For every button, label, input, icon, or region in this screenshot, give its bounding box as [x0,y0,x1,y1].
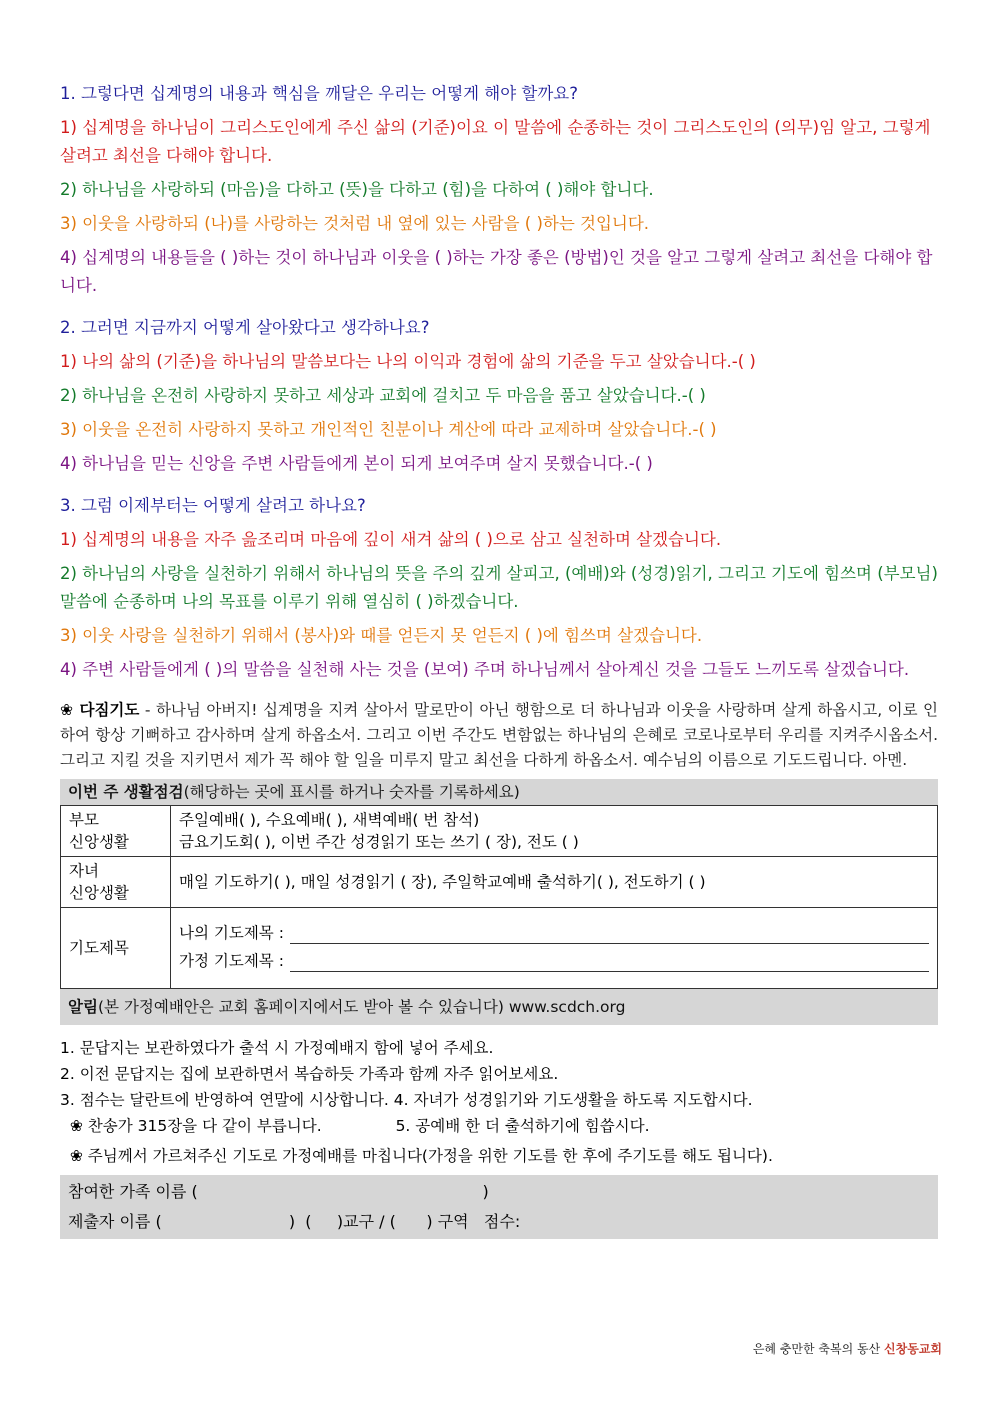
submission-bar [60,1175,938,1239]
church-footer [753,1340,942,1357]
list-item: 2. 이전 문답지는 집에 보관하면서 복습하듯 가족과 함께 자주 읽어보세요. [60,1065,559,1083]
family-prayer-field[interactable] [290,953,929,972]
notice-text: (본 가정예배안은 교회 홈페이지에서도 받아 볼 수 있습니다) www.scdch.org [97,998,626,1016]
question-item: 2) 하나님을 온전히 사랑하지 못하고 세상과 교회에 걸치고 두 마음을 품고 살았습니다.-( ) [60,386,706,405]
table-row [61,908,938,989]
question-item: 4) 하나님을 믿는 신앙을 주변 사람들에게 본이 되게 보여주며 살지 못했습니다.-( ) [60,454,653,473]
checklist-table [60,805,938,989]
section-3 [60,492,938,684]
notice-bar [60,989,938,1025]
parent-checklist-cell[interactable]: 주일예배( ), 수요예배( ), 새벽예배( 번 참석) 금요기도회( ), 이번 주간 성경읽기 또는 쓰기 ( 장), 전도 ( ) [171,806,938,857]
question-item: 4) 십계명의 내용들을 ( )하는 것이 하나님과 이웃을 ( )하는 가장 좋은 (방법)인 것을 알고 그렇게 살려고 최선을 다해야 합니다. [60,248,933,295]
family-names-line[interactable]: 참여한 가족 이름 ( ) [68,1182,489,1201]
list-item: 1. 문답지는 보관하였다가 출석 시 가정예배지 함에 넣어 주세요. [60,1039,494,1057]
question-item: 2) 하나님의 사랑을 실천하기 위해서 하나님의 뜻을 주의 깊게 살피고, (예배)와 (성경)읽기, 그리고 기도에 힘쓰며 (부모님) 말씀에 순종하며 나의 목표를 이루기 위해 열심히 ( )하겠습니다. [60,564,938,611]
table-row [61,857,938,908]
footer-slogan: 은혜 충만한 축복의 동산 [752,1342,885,1356]
prayer-topics-cell [171,908,938,989]
list-item: 3. 점수는 달란트에 반영하여 연말에 시상합니다. 4. 자녀가 성경읽기와 기도생활을 하도록 지도합시다. [60,1091,753,1109]
worksheet [60,80,938,1239]
question-item: 2) 하나님을 사랑하되 (마음)을 다하고 (뜻)을 다하고 (힘)을 다하여 ( )해야 합니다. [60,180,654,199]
checklist-title: 이번 주 생활점검 [68,783,184,801]
checklist-header [60,779,938,805]
notes-list [60,1035,938,1169]
question-item: 3) 이웃을 사랑하되 (나)를 사랑하는 것처럼 내 옆에 있는 사람을 ( )하는 것입니다. [60,214,650,233]
row-label: 자녀 신앙생활 [61,857,171,908]
question-item: 3) 이웃을 온전히 사랑하지 못하고 개인적인 친분이나 계산에 따라 교제하며 살았습니다.-( ) [60,420,717,439]
child-checklist-cell[interactable]: 매일 기도하기( ), 매일 성경읽기 ( 장), 주일학교예배 출석하기( ), 전도하기 ( ) [171,857,938,908]
table-row [61,806,938,857]
notice-title: 알림 [68,998,98,1016]
section-heading: 2. 그러면 지금까지 어떻게 살아왔다고 생각하나요? [60,318,430,337]
row-label: 기도제목 [61,908,171,989]
my-prayer-line: 나의 기도제목 : [179,922,929,944]
prayer-title: ❀ 다짐기도 [60,701,140,719]
my-prayer-field[interactable] [290,925,929,944]
submitter-line[interactable]: 제출자 이름 ( ) ( )교구 / ( ) 구역 점수: [68,1212,521,1231]
row-label: 부모 신앙생활 [61,806,171,857]
church-name: 신창동교회 [884,1342,942,1356]
prayer-text: - 하나님 아버지! 십계명을 지켜 살아서 말로만이 아닌 행함으로 더 하나님과 이웃을 사랑하며 살게 하옵시고, 이로 인하여 항상 기뻐하고 감사하며 살게 하옵소서. 그리고 이번 주간도 변함없는 하나님의 은혜로 코로나로부터 우리를 지켜주시옵소서. 그리고 지킬 것을 지키면서 제가 꼭 해야 할 일을 미루지 말고 최선을 다하게 하옵소서. 예수님의 이름으로 기도드립니다. 아멘. [60,701,938,769]
question-item: 1) 십계명을 하나님이 그리스도인에게 주신 삶의 (기준)이요 이 말씀에 순종하는 것이 그리스도인의 (의무)임 알고, 그렇게 살려고 최선을 다해야 합니다. [60,118,931,165]
section-heading: 3. 그럼 이제부터는 어떻게 살려고 하나요? [60,496,366,515]
question-item: 1) 나의 삶의 (기준)을 하나님의 말씀보다는 나의 이익과 경험에 삶의 기준을 두고 살았습니다.-( ) [60,352,756,371]
question-item: 4) 주변 사람들에게 ( )의 말씀을 실천해 사는 것을 (보여) 주며 하나님께서 살아계신 것을 그들도 느끼도록 살겠습니다. [60,660,910,679]
section-2 [60,314,938,478]
commitment-prayer [60,698,938,773]
section-heading: 1. 그렇다면 십계명의 내용과 핵심을 깨달은 우리는 어떻게 해야 할까요? [60,84,578,103]
list-item: ❀ 찬송가 315장을 다 같이 부릅니다. 5. 공예배 한 더 출석하기에 힘씁시다. [60,1117,650,1135]
list-item: ❀ 주님께서 가르쳐주신 기도로 가정예배를 마칩니다(가정을 위한 기도를 한 후에 주기도를 해도 됩니다). [60,1147,773,1165]
checklist-hint: (해당하는 곳에 표시를 하거나 숫자를 기록하세요) [183,783,520,801]
section-1 [60,80,938,300]
question-item: 1) 십계명의 내용을 자주 읊조리며 마음에 깊이 새겨 삶의 ( )으로 삼고 실천하며 살겠습니다. [60,530,722,549]
family-prayer-line: 가정 기도제목 : [179,950,929,972]
question-item: 3) 이웃 사랑을 실천하기 위해서 (봉사)와 때를 얻든지 못 얻든지 ( )에 힘쓰며 살겠습니다. [60,626,703,645]
